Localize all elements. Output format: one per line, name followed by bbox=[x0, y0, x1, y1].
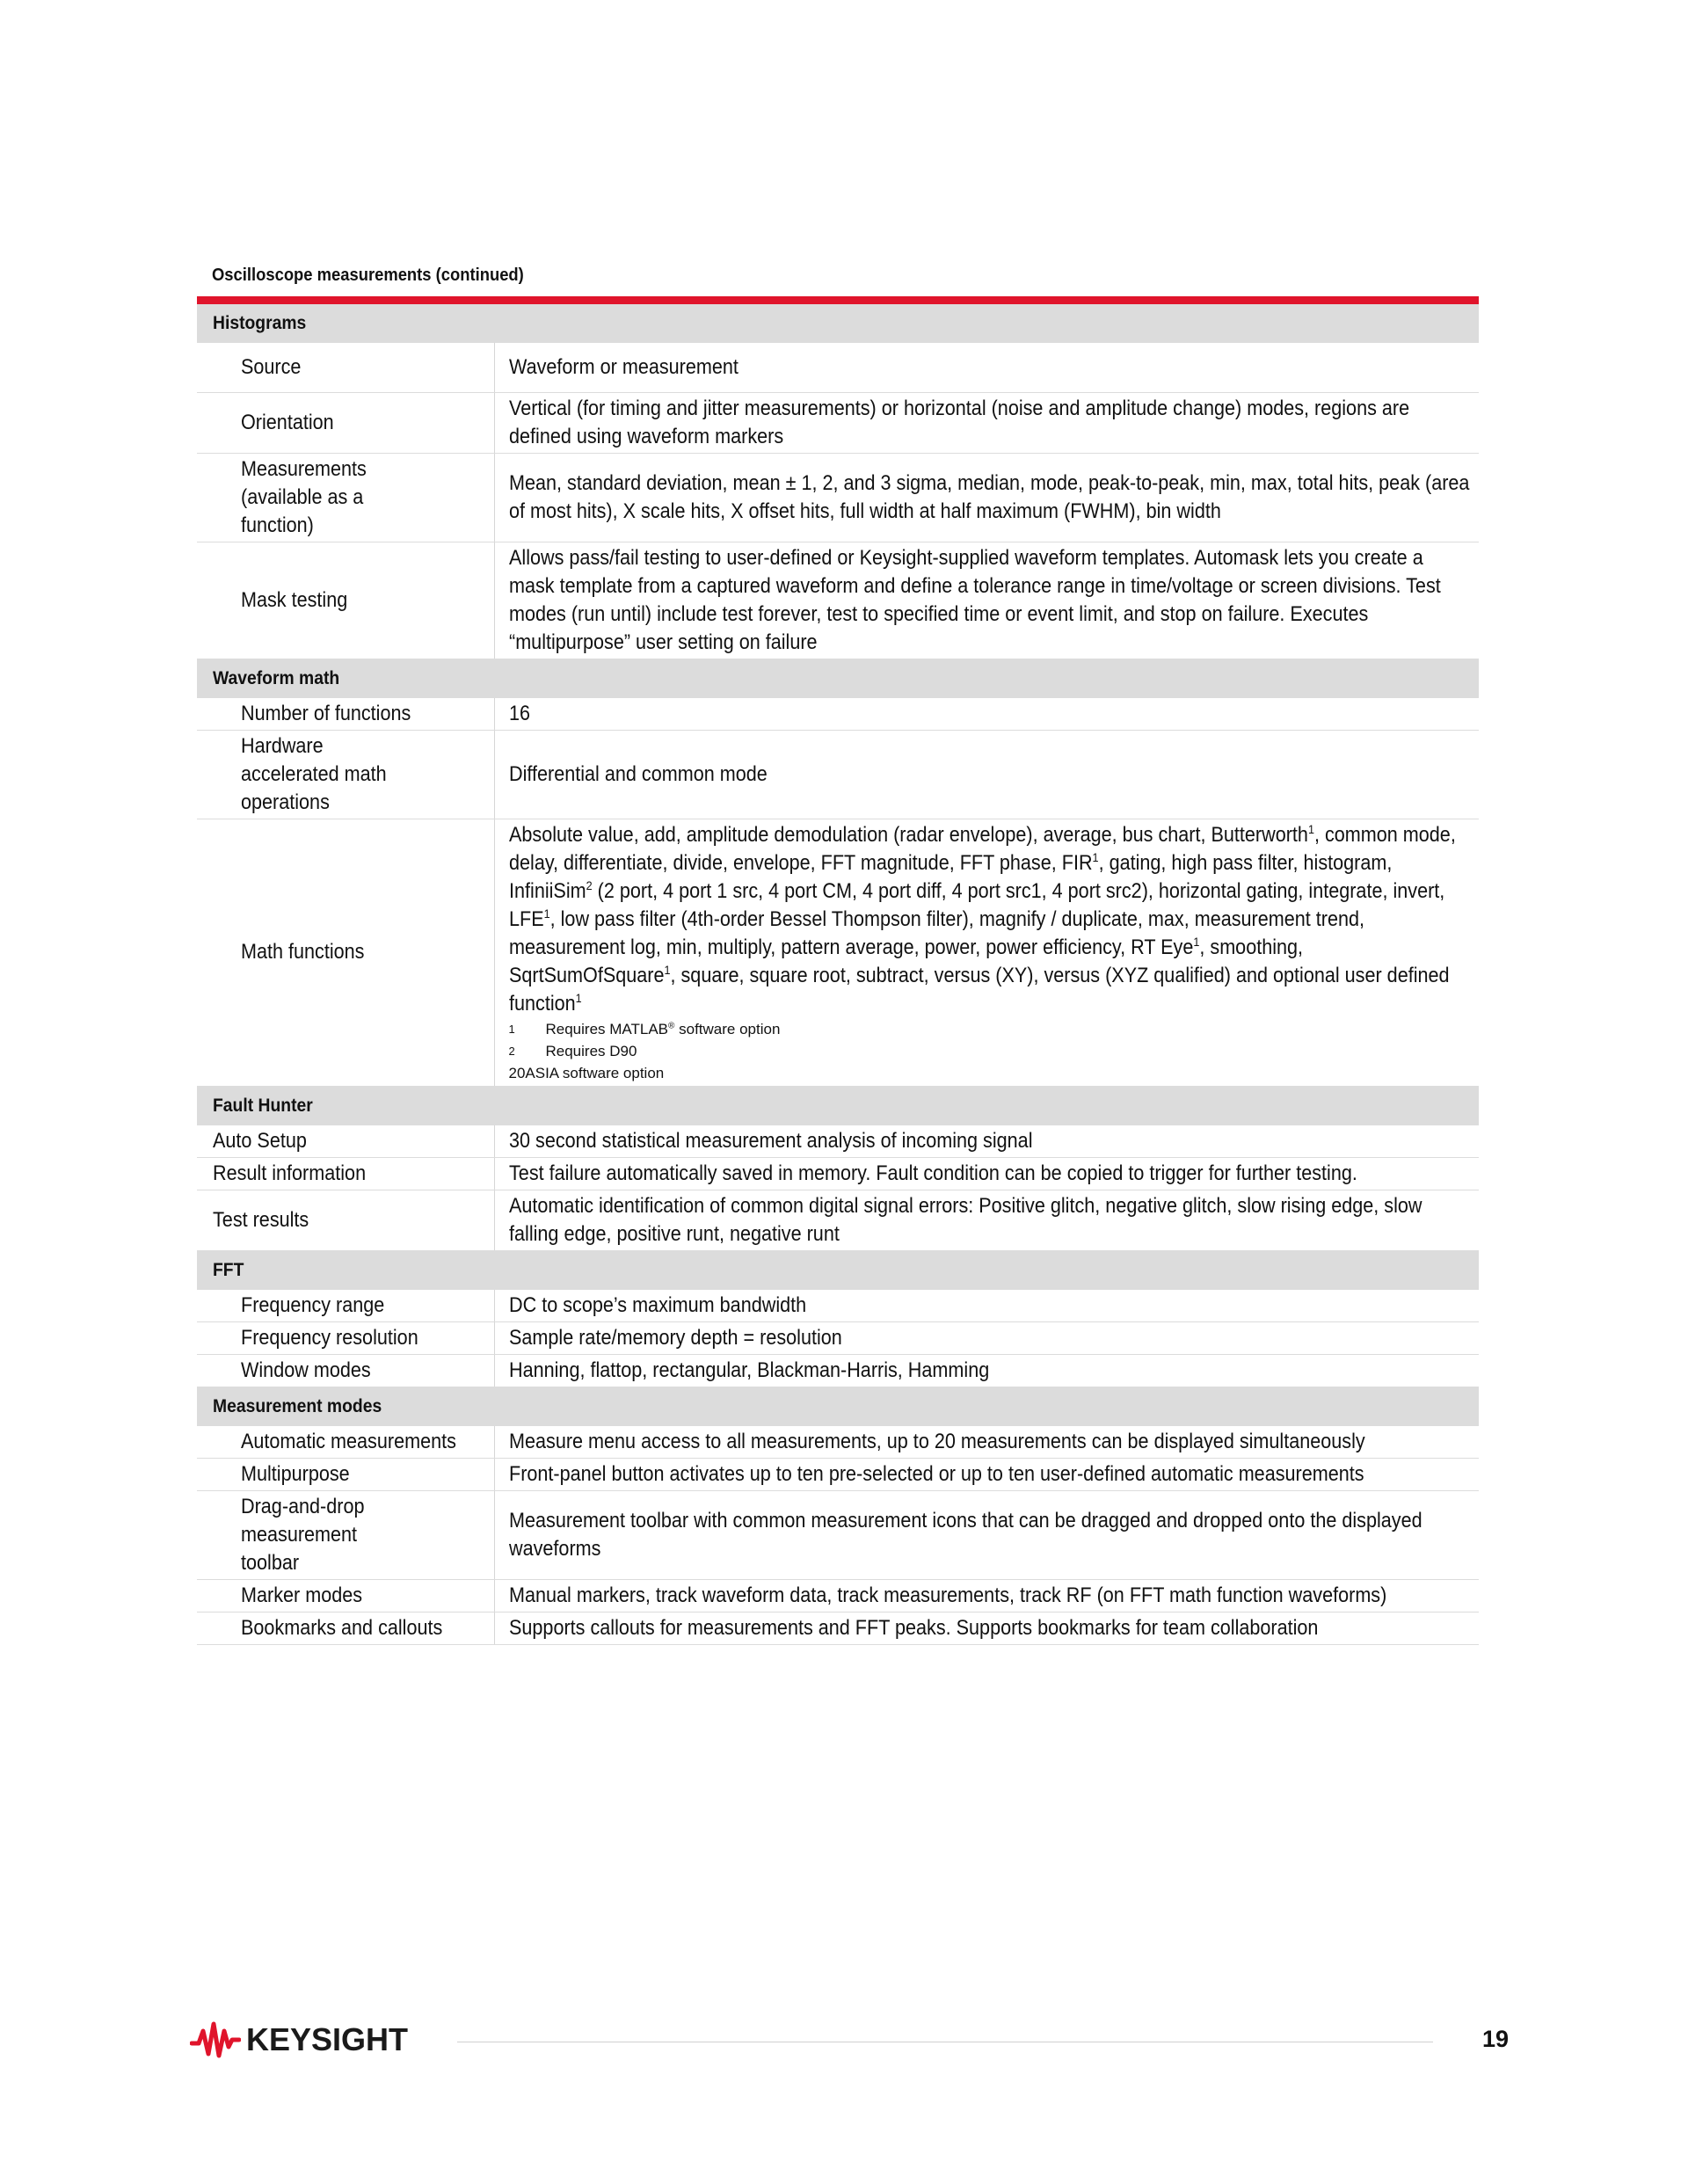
row-label: Orientation bbox=[241, 410, 334, 434]
section-title: Waveform math bbox=[213, 667, 340, 688]
table-row bbox=[197, 1579, 1479, 1612]
section-header-fft bbox=[197, 1250, 1479, 1290]
section-title: FFT bbox=[213, 1259, 244, 1280]
keysight-wave-icon bbox=[190, 2020, 241, 2059]
row-label: Mask testing bbox=[241, 587, 348, 612]
table-row bbox=[197, 730, 1479, 819]
row-value: Sample rate/memory depth = resolution bbox=[508, 1325, 842, 1350]
footnote-1: 1 Requires MATLAB® software option bbox=[508, 1020, 781, 1037]
section-header-waveform-math bbox=[197, 659, 1479, 698]
footnote-2: 2 Requires D90 bbox=[508, 1042, 637, 1059]
section-title: Histograms bbox=[213, 313, 307, 333]
table-row bbox=[197, 1354, 1479, 1387]
logo-text: KEYSIGHT bbox=[246, 2021, 409, 2057]
row-label: Result information bbox=[213, 1161, 367, 1185]
footnote-extra: 20ASIA software option bbox=[508, 1064, 665, 1081]
table-row bbox=[197, 1490, 1479, 1579]
row-value: 16 bbox=[508, 701, 530, 725]
table-row bbox=[197, 1125, 1479, 1158]
row-label: Test results bbox=[213, 1207, 309, 1232]
row-value: Differential and common mode bbox=[508, 761, 768, 786]
section-header-fault-hunter bbox=[197, 1086, 1479, 1125]
row-value: Mean, standard deviation, mean ± 1, 2, and 3 sigma, median, mode, peak-to-peak, min, max, total hits, peak (area of most hits), X scale hits, X offset hits, full width at half maximum (FWHM), bin width bbox=[508, 470, 1469, 523]
row-label: Measurements (available as a function) bbox=[241, 456, 367, 537]
section-title: Fault Hunter bbox=[213, 1095, 313, 1116]
row-value: Test failure automatically saved in memory. Fault condition can be copied to trigger for further testing. bbox=[508, 1161, 1357, 1185]
row-value: Allows pass/fail testing to user-defined or Keysight-supplied waveform templates. Automask lets you create a mask template from a captured waveform and define a tolerance range in time/voltage or screen divisions. Test modes (run until) include test forever, test to specified time or event limit, and stop on failure. Executes “multipurpose” user setting on failure bbox=[508, 545, 1441, 654]
row-label: Window modes bbox=[241, 1358, 371, 1382]
title-red-rule bbox=[197, 296, 1479, 304]
spec-table bbox=[197, 304, 1479, 1645]
row-label: Number of functions bbox=[241, 701, 411, 725]
table-row bbox=[197, 453, 1479, 542]
table-row bbox=[197, 1321, 1479, 1354]
row-value: Vertical (for timing and jitter measurements) or horizontal (noise and amplitude change) modes, regions are defined using waveform markers bbox=[508, 396, 1409, 448]
table-row bbox=[197, 392, 1479, 453]
table-row bbox=[197, 1612, 1479, 1644]
row-label: Hardware accelerated math operations bbox=[241, 733, 387, 814]
row-label: Multipurpose bbox=[241, 1461, 350, 1486]
table-row bbox=[197, 343, 1479, 392]
section-header-measurement-modes bbox=[197, 1387, 1479, 1426]
row-label: Frequency resolution bbox=[241, 1325, 418, 1350]
row-value: DC to scope’s maximum bandwidth bbox=[508, 1292, 806, 1317]
row-value: Hanning, flattop, rectangular, Blackman-Harris, Hamming bbox=[508, 1358, 989, 1382]
table-row bbox=[197, 1157, 1479, 1190]
table-row bbox=[197, 1426, 1479, 1459]
table-row-math-functions bbox=[197, 819, 1479, 1086]
table-row bbox=[197, 1190, 1479, 1250]
table-row bbox=[197, 542, 1479, 659]
row-value: Measurement toolbar with common measurement icons that can be dragged and dropped onto the displayed waveforms bbox=[508, 1508, 1422, 1561]
row-value: Manual markers, track waveform data, track measurements, track RF (on FFT math function waveforms) bbox=[508, 1583, 1386, 1607]
row-label: Bookmarks and callouts bbox=[241, 1615, 443, 1640]
keysight-logo bbox=[190, 2020, 408, 2059]
row-label: Frequency range bbox=[241, 1292, 385, 1317]
row-label: Drag-and-drop measurement toolbar bbox=[241, 1494, 365, 1575]
page-title: Oscilloscope measurements (continued) bbox=[212, 266, 524, 285]
row-label: Marker modes bbox=[241, 1583, 363, 1607]
row-value: Measure menu access to all measurements, up to 20 measurements can be displayed simultaneously bbox=[508, 1429, 1365, 1453]
table-row bbox=[197, 1290, 1479, 1322]
row-label: Automatic measurements bbox=[241, 1429, 456, 1453]
row-value: 30 second statistical measurement analysis of incoming signal bbox=[508, 1128, 1033, 1153]
table-row bbox=[197, 698, 1479, 731]
section-title: Measurement modes bbox=[213, 1395, 382, 1416]
row-value: Supports callouts for measurements and FFT peaks. Supports bookmarks for team collaboration bbox=[508, 1615, 1318, 1640]
math-functions-text: Absolute value, add, amplitude demodulation (radar envelope), average, bus chart, Butterworth$^1$, common mode, delay, differentiate, divide, envelope, FFT magnitude, FFT phase, FIR$^1$, gating, high pass filter, histogram, InfiniiSim$^2$ (2 port, 4 port 1 src, 4 port CM, 4 port diff, 4 port src1, 4 port src2), horizontal gating, integrate, invert, LFE$^1$, low pass filter (4th-order Bessel Thompson filter), magnify / duplicate, max, measurement trend, measurement log, min, multiply, pattern average, power, power efficiency, RT Eye$^1$, smoothing, SqrtSumOfSquare$^1$, square, square root, subtract, versus (XY), versus (XYZ qualified) and optional user defined function$^1$ bbox=[508, 821, 1456, 1016]
row-value: Front-panel button activates up to ten pre-selected or up to ten user-defined automatic measurements bbox=[508, 1461, 1364, 1486]
page-number: 19 bbox=[1482, 2026, 1510, 2052]
section-header-histograms bbox=[197, 304, 1479, 343]
row-value: Automatic identification of common digital signal errors: Positive glitch, negative glitch, slow rising edge, slow falling edge, positive runt, negative runt bbox=[508, 1193, 1422, 1246]
row-label: Auto Setup bbox=[213, 1128, 307, 1153]
row-value: Waveform or measurement bbox=[508, 354, 738, 379]
table-row bbox=[197, 1458, 1479, 1490]
row-label: Source bbox=[241, 354, 302, 379]
row-label: Math functions bbox=[241, 940, 365, 964]
